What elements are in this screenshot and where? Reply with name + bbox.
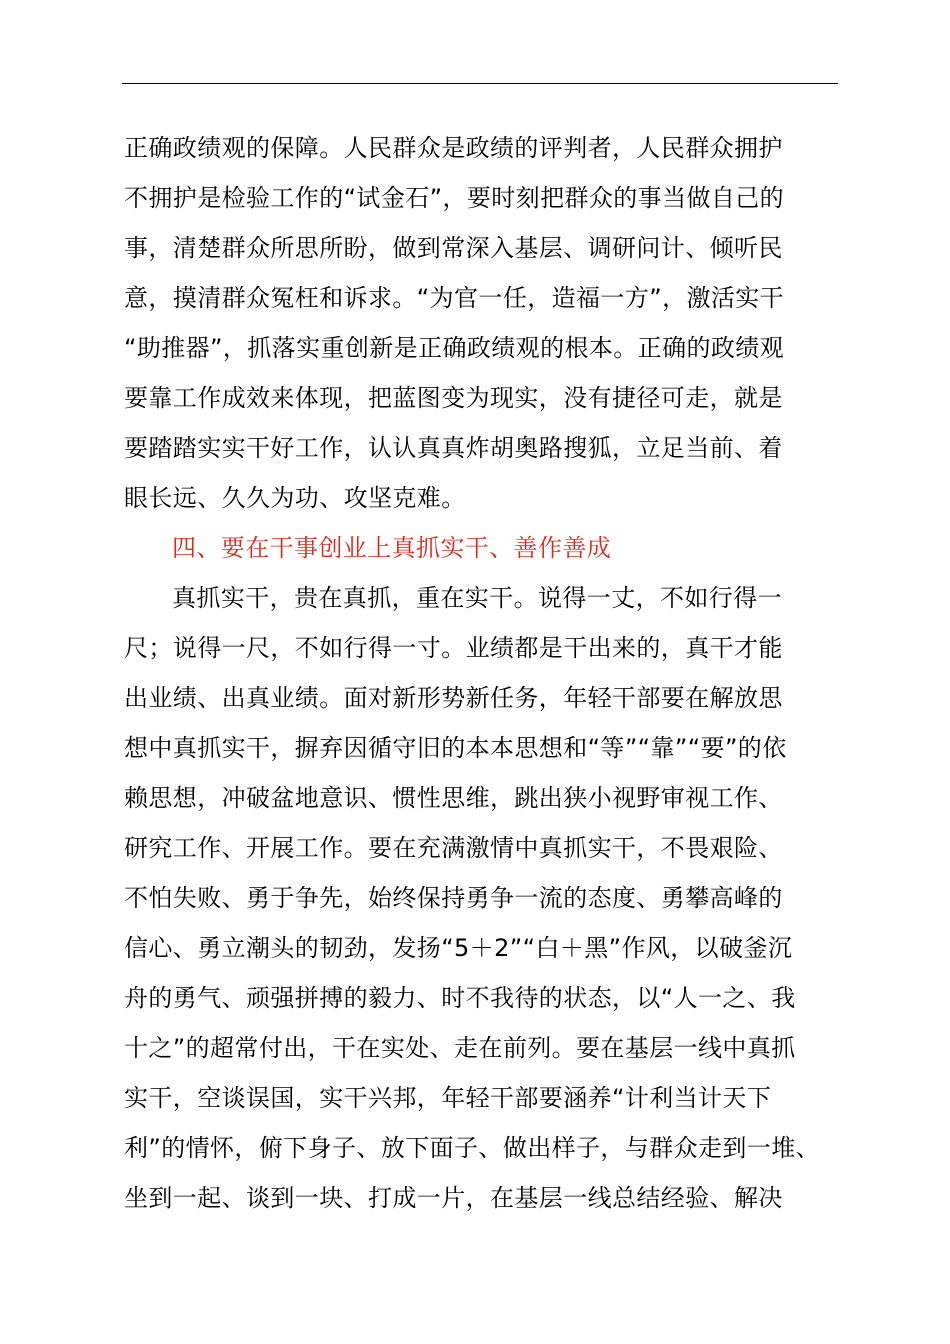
body-text-line: 不怕失败、勇于争先，始终保持勇争一流的态度、勇攀高峰的 — [124, 884, 783, 912]
section-heading: 四、要在干事创业上真抓实干、善作善成 — [172, 534, 612, 562]
header-rule — [122, 83, 838, 84]
body-text-line: 十之”的超常付出，干在实处、走在前列。要在基层一线中真抓 — [124, 1034, 796, 1062]
body-text-line: 赖思想，冲破盆地意识、惯性思维，跳出狭小视野审视工作、 — [124, 784, 783, 812]
body-text-line: 实干，空谈误国，实干兴邦，年轻干部要涵养“计利当计天下 — [124, 1084, 772, 1112]
body-text-line: 要靠工作成效来体现，把蓝图变为现实，没有捷径可走，就是 — [124, 384, 783, 412]
body-text-line: 想中真抓实干，摒弃因循守旧的本本思想和“等”“靠”“要”的依 — [124, 734, 787, 762]
body-text-line: 研究工作、开展工作。要在充满激情中真抓实干，不畏艰险、 — [124, 834, 783, 862]
body-text-line: 利”的情怀，俯下身子、放下面子、做出样子，与群众走到一堆、 — [124, 1134, 821, 1162]
body-text-line: 要踏踏实实干好工作，认认真真炸胡奥路搜狐，立足当前、着 — [124, 434, 783, 462]
body-text-line: 真抓实干，贵在真抓，重在实干。说得一丈，不如行得一 — [172, 584, 782, 612]
body-text-line: 事，清楚群众所思所盼，做到常深入基层、调研问计、倾听民 — [124, 234, 783, 262]
body-text-line: 坐到一起、谈到一块、打成一片，在基层一线总结经验、解决 — [124, 1184, 783, 1212]
body-text-line: 正确政绩观的保障。人民群众是政绩的评判者，人民群众拥护 — [124, 134, 783, 162]
body-text-line: “助推器”，抓落实重创新是正确政绩观的根本。正确的政绩观 — [124, 334, 785, 362]
body-text-line: 出业绩、出真业绩。面对新形势新任务，年轻干部要在解放思 — [124, 684, 783, 712]
body-text-line: 信心、勇立潮头的韧劲，发扬“5＋2”“白＋黑”作风，以破釜沉 — [124, 934, 793, 962]
body-text-line: 尺；说得一尺，不如行得一寸。业绩都是干出来的，真干才能 — [124, 634, 783, 662]
body-text-line: 意，摸清群众冤枉和诉求。“为官一任，造福一方”，激活实干 — [124, 284, 785, 312]
body-text-line: 不拥护是检验工作的“试金石”，要时刻把群众的事当做自己的 — [124, 184, 785, 212]
body-text-line: 眼长远、久久为功、攻坚克难。 — [124, 484, 466, 512]
body-text-line: 舟的勇气、顽强拼搏的毅力、时不我待的状态，以“人一之、我 — [124, 984, 796, 1012]
